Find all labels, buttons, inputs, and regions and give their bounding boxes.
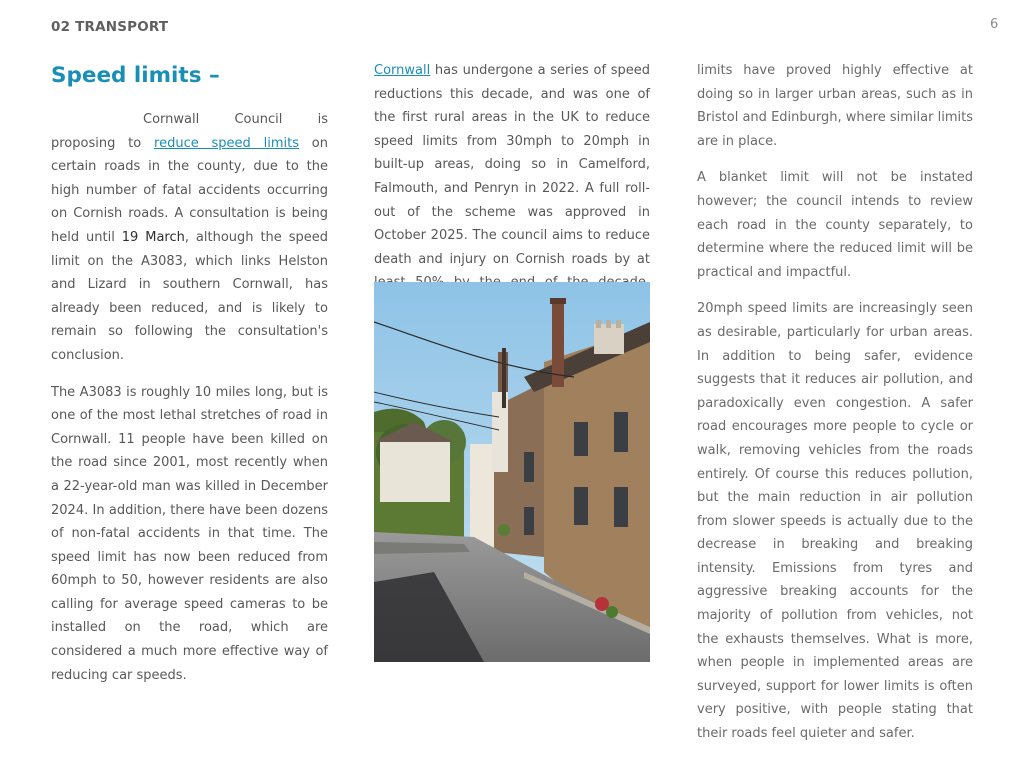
article-heading: Speed limits –: [51, 63, 220, 88]
paragraph-a3083: The A3083 is roughly 10 miles long, but is one of the most lethal stretches of road in Cornwall. 11 people have been killed on the road since 2001, most recently when a 22-year-old man was killed in December 2024. In addition, there have been dozens of non-fatal accidents in that time. The speed limit has now been reduced from 60mph to 50, however residents are also calling for average speed cameras to be installed on the road, which are considered a much more effective way of reducing car speeds.: [51, 384, 328, 683]
paragraph-benefits: 20mph speed limits are increasingly seen as desirable, particularly for urban areas. In addition to being safer, evidence suggests that it reduces air pollution, and paradoxically even congestion. A safer road encourages more people to cycle or walk, removing vehicles from the roads entirely. Of course this reduces pollution, but the main reduction in air pollution from slower speeds is actually due to the decrease in breaking and breaking intensity. Emissions from tyres and aggressive breaking accounts for the majority of pollution from vehicles, not the exhausts themselves. What is more, when people in implemented areas are surveyed, support for lower limits is often very positive, with people stating that their roads feel quieter and safer.: [697, 301, 973, 742]
paragraph-urban-areas: limits have proved highly effective at doing so in larger urban areas, such as in Bristol and Edinburgh, where similar limits are in place.: [697, 63, 973, 149]
intro-text-middle: on certain roads in the county, due to the high number of fatal accidents occurring on Cornish roads. A consultation is being held until: [51, 135, 329, 245]
paragraph-intro: [51, 108, 328, 368]
cornwall-text: has undergone a series of speed reductions this decade, and was one of the first rural areas in the UK to reduce speed limits from 30mph to 20mph in built-up areas, doing so in Camelford, Falmouth, and Penryn in 2022. A full roll-out of the scheme was approved in October 2025. The council aims to reduce death and injury on Cornish roads by at: [374, 63, 650, 267]
reduce-speed-limits-link[interactable]: reduce speed limits: [154, 135, 299, 151]
page-number: 6: [990, 17, 999, 32]
consultation-date: 19 March: [121, 229, 185, 245]
paragraph-blanket-limit: A blanket limit will not be instated however; the council intends to review each road in the county separately, to determine where the reduced limit will be practical and impactful.: [697, 170, 973, 280]
section-label: 02 TRANSPORT: [51, 19, 169, 35]
cornwall-link[interactable]: Cornwall: [374, 63, 431, 78]
article-column-3: [697, 59, 973, 759]
article-column-1: [51, 108, 328, 700]
intro-text-start: Cornwall Council is proposing to: [51, 112, 328, 151]
paragraph-cornwall: [374, 59, 650, 319]
intro-text-end: , although the speed limit on the A3083, which links Helston and Lizard in southern Cornwall, has already been reduced, and is likely to remain so following the consultation's conclusion.: [51, 229, 328, 363]
village-street-photo: [374, 282, 650, 662]
